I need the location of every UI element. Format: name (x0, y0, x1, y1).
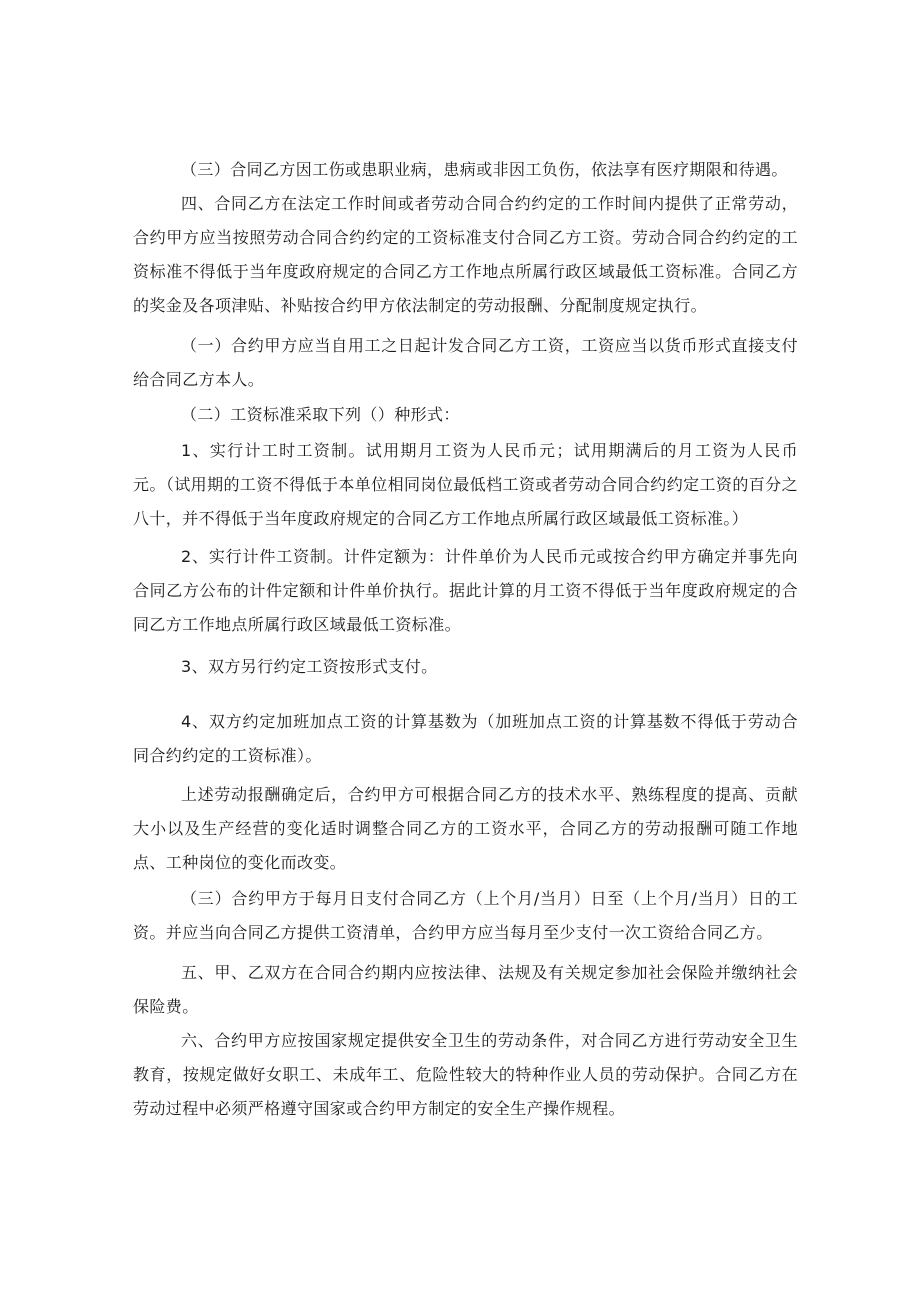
paragraph-7: 3、双方另行约定工资按形式支付。 (181, 657, 438, 676)
paragraph-12: 六、合约甲方应按国家规定提供安全卫生的劳动条件，对合同乙方进行劳动安全卫生教育，按规定做好女职工、未成年工、危险性较大的特种作业人员的劳动保护。合同乙方在劳动过程中必须严格遵守国家或合约甲方制定的安全生产操作规程。 (133, 1031, 798, 1118)
paragraph-5: 1、实行计工时工资制。试用期月工资为人民币元；试用期满后的月工资为人民币元。（试用期的工资不得低于本单位相同岗位最低档工资或者劳动合同合约约定工资的百分之八十，并不得低于当年度政府规定的合同乙方工作地点所属行政区域最低工资标准。） (133, 441, 798, 528)
paragraph-10: （三）合约甲方于每月日支付合同乙方（上个月/当月）日至（上个月/当月）日的工资。并应当向合同乙方提供工资清单，合约甲方应当每月至少支付一次工资给合同乙方。 (133, 889, 798, 942)
paragraph-11: 五、甲、乙双方在合同合约期内应按法律、法规及有关规定参加社会保险并缴纳社会保险费。 (133, 963, 798, 1016)
paragraph-9: 上述劳动报酬确定后，合约甲方可根据合同乙方的技术水平、熟练程度的提高、贡献大小以及生产经营的变化适时调整合同乙方的工资水平，合同乙方的劳动报酬可随工作地点、工种岗位的变化而改变。 (133, 785, 798, 872)
paragraph-4: （二）工资标准采取下列（）种形式： (181, 405, 460, 424)
paragraph-6: 2、实行计件工资制。计件定额为：计件单价为人民币元或按合约甲方确定并事先向合同乙方公布的计件定额和计件单价执行。据此计算的月工资不得低于当年度政府规定的合同乙方工作地点所属行政区域最低工资标准。 (133, 547, 798, 634)
paragraph-2: 四、合同乙方在法定工作时间或者劳动合同合约约定的工作时间内提供了正常劳动，合约甲方应当按照劳动合同合约约定的工资标准支付合同乙方工资。劳动合同合约约定的工资标准不得低于当年度政府规定的合同乙方工作地点所属行政区域最低工资标准。合同乙方的奖金及各项津贴、补贴按合约甲方依法制定的劳动报酬、分配制度规定执行。 (133, 194, 798, 315)
paragraph-3: （一）合约甲方应当自用工之日起计发合同乙方工资，工资应当以货币形式直接支付给合同乙方本人。 (133, 336, 798, 389)
paragraph-8: 4、双方约定加班加点工资的计算基数为（加班加点工资的计算基数不得低于劳动合同合约约定的工资标准）。 (133, 712, 798, 765)
paragraph-1: （三）合同乙方因工伤或患职业病，患病或非因工负伤，依法享有医疗期限和待遇。 (181, 160, 788, 179)
